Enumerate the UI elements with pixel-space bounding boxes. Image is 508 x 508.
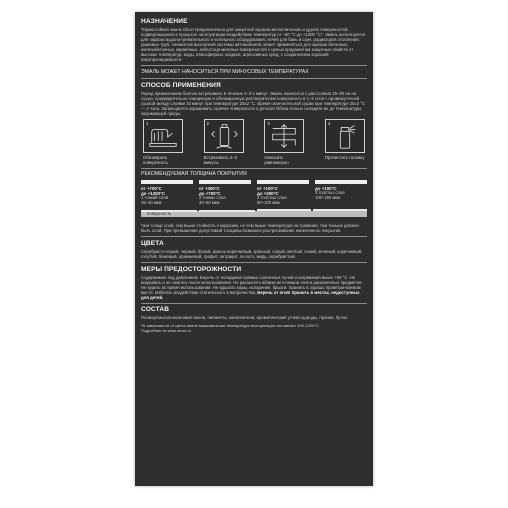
thickness-column-3: [257, 180, 309, 206]
purpose-text: Термостойкая эмаль Elcon предназначена для защитной окраски металлических и других поверхностей, подвергающихся в процессе эксплуатации воздействию температур от –60 °C до +1200 °C*. Эмаль используется для окраски водона-гревательного и котельного оборудования, печей для бань и саун, радиаторов отопления, дымовых труб, элементов выхлопной системы автомобилей, может применяться для окраски бетонных, железобетонных, кирпичных, асбестоце-ментных поверхностей с целью придания им защитных свойств от высоких температур, воды, атмосферных осадков, агрессивных сред, с сохранением хорошей паропроницаемости.: [141, 27, 366, 63]
safety-warning: Беречь от огня! Хранить в местах, недоступных для детей.: [141, 289, 360, 300]
product-label-panel: [135, 12, 373, 486]
application-steps: [143, 119, 365, 165]
layers: 2 толстых слоя: [257, 195, 287, 201]
temp-to: до +300°C: [257, 191, 279, 197]
thickness-column-4: [315, 180, 367, 206]
application-heading: СПОСОБ ПРИМЕНЕНИЯ: [141, 81, 221, 89]
thickness-bar: [315, 180, 367, 184]
size: 100–150 мкм: [315, 195, 341, 201]
coating-layer-3: [257, 209, 311, 211]
step-label: Прочистить головку: [324, 154, 365, 160]
even-spray-icon: 3: [264, 119, 304, 153]
low-temp-note: ЭМАЛЬ МОЖЕТ НАНОСИТЬСЯ ПРИ МИНУСОВЫХ ТЕМПЕРАТУРАХ: [141, 68, 309, 75]
divider: [141, 168, 367, 169]
clean-nozzle-icon: 4: [325, 119, 365, 153]
thickness-heading: РЕКОМЕНДУЕМАЯ ТОЛЩИНА ПОКРЫТИЯ: [141, 171, 247, 178]
thickness-bar: [141, 180, 193, 184]
layers: 3 толстых слоя: [315, 190, 345, 196]
temp-from: от +300°C: [199, 186, 220, 192]
step-4: [325, 119, 365, 165]
thickness-table: [141, 180, 367, 206]
step-label: Наносить равномерно: [264, 154, 289, 165]
temp-to: до +1200°C: [141, 191, 165, 197]
temp-from: до +100°C: [315, 186, 337, 192]
composition-heading: СОСТАВ: [141, 306, 170, 314]
temp-from: от +700°C: [141, 186, 162, 192]
coating-layer-4: [313, 209, 367, 212]
footnote: *В зависимости от цвета эмали максимальная температура эксплуатации составляет 400–1200°C.: [141, 323, 321, 329]
size: 50–100 мкм: [257, 200, 280, 206]
temp-from: от +100°C: [257, 186, 278, 192]
shake-can-icon: 2: [204, 119, 244, 153]
label-content: [141, 18, 367, 334]
safety-body: Содержимое под давлением. Беречь от попадания прямых солнечных лучей и нагревания выше +50 °C. Не вскрывать и не сжигать после использования. Не распылять вблизи источников огня и раскаленных предметов. Не курить во время использования. Не вдыхать пары, испарения, брызги. Хранить в хорошо проветри-ваемом месте. Избегать воздействия статического электричества.: [141, 274, 363, 295]
temp-to: до +700°C: [199, 191, 221, 197]
step-3: [264, 119, 304, 165]
step-label: Обезжирить поверхность: [143, 154, 168, 165]
size: 30–50 мкм: [199, 200, 220, 206]
layers: 1 тонкий слой: [141, 195, 168, 201]
coating-layer-2: [199, 210, 255, 212]
step-label: Встряхивать 2–3 минуты: [203, 154, 237, 165]
purpose-heading: НАЗНАЧЕНИЕ: [141, 18, 188, 25]
thickness-column-2: [199, 180, 251, 206]
composition-text: Полиорганосилоксановая смола, пигменты, наполнители, ароматические углево-дороды, пропан, бутан.: [141, 315, 349, 321]
thickness-bar: [257, 180, 309, 184]
divider: [141, 236, 367, 237]
size: 15–30 мкм: [141, 200, 162, 206]
safety-heading: МЕРЫ ПРЕДОСТОРОЖНОСТИ: [141, 265, 242, 273]
application-text: Перед применением баллон встряхивать в течение 2–3-х минут. Эмаль наносится с расстояния 25–30 см на сухую, предварительно очищенную и обезжиренную растворителем поверхность в 1–3 слоя с промежуточной сушкой между слоями 15 минут при температуре 20±2 °C. Время окончательной сушки при температуре 20±2 °C — 2 часа. Запрещается окрашивать горячие поверхности и детали! Обяза-тельно охладите их до температуры окружающей среды.: [141, 90, 366, 116]
thickness-column-1: [141, 180, 193, 206]
safety-text: [141, 275, 367, 300]
surface-label: поверхность: [147, 211, 172, 217]
divider: [141, 65, 367, 66]
colors-heading: ЦВЕТА: [141, 239, 164, 247]
colors-text: Серебристо-серый, черный, белый, красно-коричневый, красный, серый, желтый, синий, зеленый, коричневый, голубой, бежевый, оранжевый, графит, антрацит, зо-лото, медь, серебристый.: [141, 248, 363, 259]
surface-diagram: [141, 209, 367, 219]
thickness-text: Чем толще слой, тем выше стойкость к коррозии, но чем выше температура на-гревания, тем тоньше должен быть слой. При превышении допустимой толщины возможно растрескивание нанесенного покрытия.: [141, 223, 359, 234]
divider: [141, 78, 367, 79]
divider: [141, 303, 367, 304]
step-2: [204, 119, 244, 165]
thickness-bar: [199, 180, 251, 184]
divider: [141, 262, 367, 263]
hand-wiping-icon: 1: [143, 119, 183, 153]
layers: 2 тонких слоя: [199, 195, 226, 201]
more-info: Подробнее на www.elcon.ru: [141, 328, 191, 333]
step-1: [143, 119, 183, 165]
